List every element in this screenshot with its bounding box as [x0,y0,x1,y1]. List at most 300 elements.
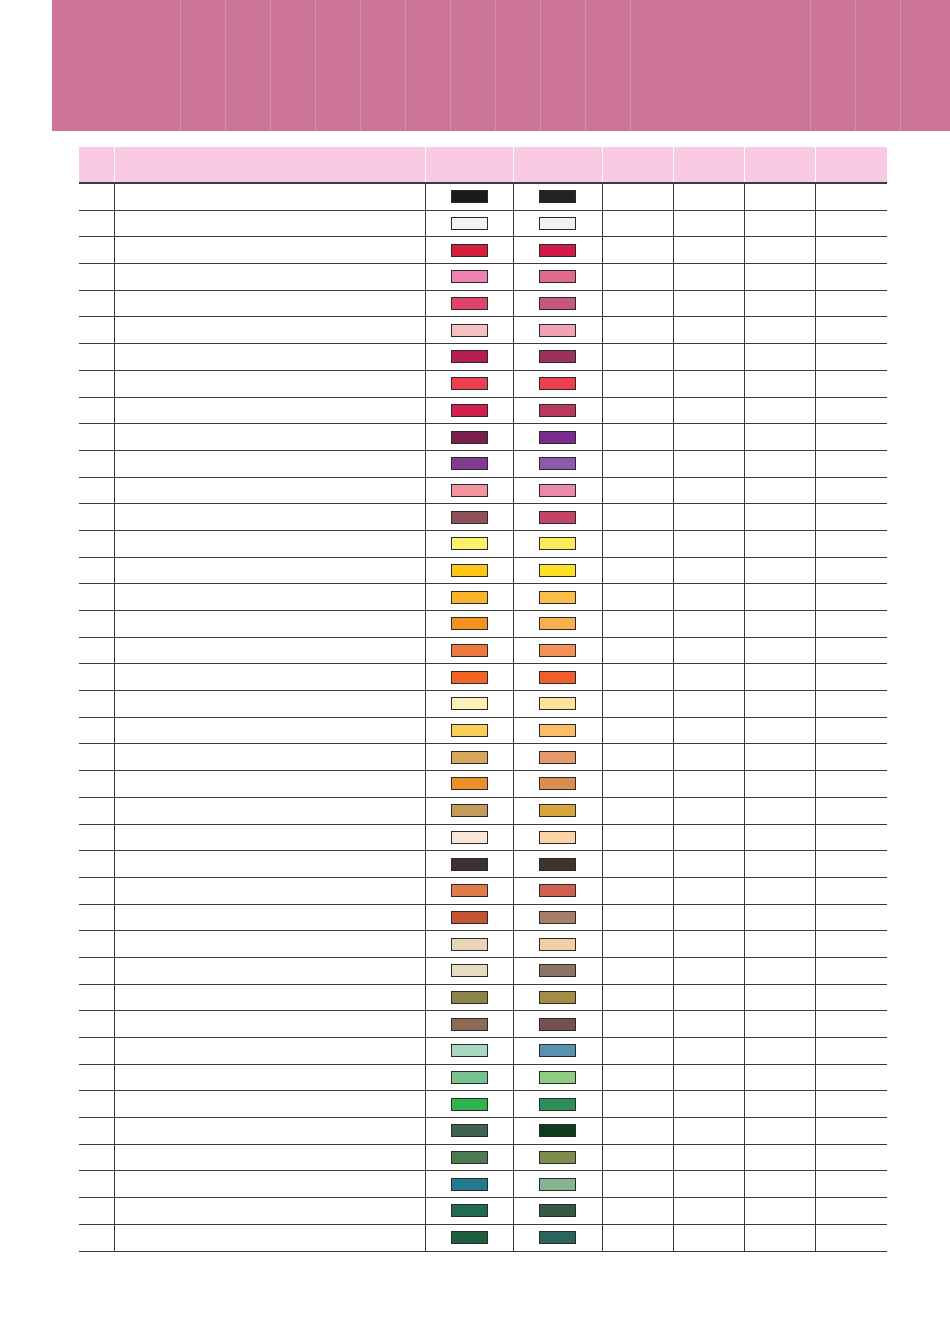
table-cell [673,237,744,264]
table-cell [602,1064,673,1091]
color-swatch [539,1178,576,1191]
swatch-cell-a [425,183,513,210]
color-swatch [451,644,488,657]
table-cell [79,851,114,878]
color-swatch [451,350,488,363]
table-cell [79,1171,114,1198]
table-cell [79,1224,114,1251]
swatch-cell-a [425,1011,513,1038]
color-swatch [539,884,576,897]
banner-divider [405,0,406,131]
banner-divider [225,0,226,131]
table-cell [673,984,744,1011]
table-cell [602,1224,673,1251]
table-cell [602,771,673,798]
table-row [79,611,887,638]
table-cell [815,210,887,237]
table-cell [114,397,425,424]
table-cell [114,317,425,344]
table-cell [673,557,744,584]
table-row [79,504,887,531]
table-cell [602,664,673,691]
table-cell [79,664,114,691]
swatch-cell-b [513,1038,602,1065]
swatch-cell-b [513,851,602,878]
table-cell [744,397,815,424]
table-cell [815,611,887,638]
color-swatch [539,777,576,790]
table-cell [673,637,744,664]
table-cell [815,984,887,1011]
table-cell [602,744,673,771]
banner-divider [810,0,811,131]
color-swatch [539,724,576,737]
color-swatch [451,484,488,497]
swatch-cell-b [513,771,602,798]
color-swatch [451,190,488,203]
color-swatch [539,511,576,524]
column-header [513,147,602,183]
table-row [79,1038,887,1065]
table-cell [815,183,887,210]
table-cell [114,1224,425,1251]
table-cell [815,264,887,291]
table-body [79,183,887,1251]
table-cell [602,557,673,584]
table-cell [79,691,114,718]
table-cell [114,824,425,851]
table-cell [673,1144,744,1171]
table-row [79,957,887,984]
table-row [79,1064,887,1091]
color-swatch [539,671,576,684]
table-cell [744,183,815,210]
table-cell [114,530,425,557]
column-header [79,147,114,183]
swatch-cell-b [513,504,602,531]
banner-divider [360,0,361,131]
table-cell [744,1224,815,1251]
color-swatch [539,324,576,337]
table-row [79,264,887,291]
swatch-cell-a [425,744,513,771]
table-cell [744,984,815,1011]
swatch-cell-b [513,1064,602,1091]
color-swatch [539,217,576,230]
table-cell [673,584,744,611]
swatch-cell-a [425,664,513,691]
table-cell [815,637,887,664]
color-swatch [451,324,488,337]
table-row [79,904,887,931]
color-swatch [451,911,488,924]
color-swatch [539,1204,576,1217]
banner-divider [270,0,271,131]
table-cell [673,1198,744,1225]
table-cell [114,237,425,264]
column-header [744,147,815,183]
color-swatch [451,938,488,951]
color-swatch [539,484,576,497]
table-cell [744,851,815,878]
table-cell [673,397,744,424]
swatch-cell-a [425,237,513,264]
table-cell [815,744,887,771]
color-swatch [451,697,488,710]
table-cell [673,317,744,344]
table-cell [602,904,673,931]
color-swatch [451,804,488,817]
swatch-cell-b [513,824,602,851]
table-cell [602,611,673,638]
banner-divider [450,0,451,131]
swatch-cell-a [425,904,513,931]
table-cell [79,1198,114,1225]
swatch-cell-b [513,637,602,664]
color-swatch [451,1231,488,1244]
color-swatch [539,991,576,1004]
table-row [79,557,887,584]
table-cell [744,477,815,504]
banner-divider [315,0,316,131]
swatch-cell-b [513,397,602,424]
color-swatch [539,911,576,924]
table-row [79,584,887,611]
table-cell [815,397,887,424]
color-swatch [451,564,488,577]
color-swatch [539,751,576,764]
column-header [815,147,887,183]
color-swatch [539,1231,576,1244]
table-cell [602,1144,673,1171]
table-cell [79,183,114,210]
table-row [79,290,887,317]
table-cell [815,877,887,904]
table-row [79,717,887,744]
table-cell [602,290,673,317]
table-row [79,931,887,958]
table-row [79,317,887,344]
color-swatch [451,724,488,737]
banner-divider [495,0,496,131]
swatch-cell-b [513,1118,602,1145]
swatch-cell-b [513,424,602,451]
swatch-cell-a [425,557,513,584]
table-cell [79,264,114,291]
table-row [79,210,887,237]
table-cell [673,264,744,291]
table-cell [744,1038,815,1065]
table-cell [815,344,887,371]
swatch-cell-a [425,584,513,611]
table-cell [673,1091,744,1118]
table-cell [79,931,114,958]
table-row [79,397,887,424]
banner-divider [180,0,181,131]
color-swatch [539,697,576,710]
table-row [79,1144,887,1171]
table-cell [673,691,744,718]
table-cell [673,424,744,451]
color-swatch [539,244,576,257]
table-cell [815,530,887,557]
table-cell [673,771,744,798]
table-cell [79,744,114,771]
table-cell [79,290,114,317]
table-cell [815,771,887,798]
table-cell [114,931,425,958]
table-cell [673,210,744,237]
table-cell [744,957,815,984]
table-cell [602,450,673,477]
table-cell [673,824,744,851]
column-header [602,147,673,183]
color-swatch [451,1044,488,1057]
table-cell [744,744,815,771]
color-swatch [539,831,576,844]
table-cell [815,904,887,931]
table-cell [815,797,887,824]
table-row [79,984,887,1011]
table-cell [79,717,114,744]
table-cell [673,851,744,878]
color-swatch [451,1178,488,1191]
table-cell [673,1118,744,1145]
table-cell [815,450,887,477]
banner-divider [585,0,586,131]
table-cell [815,691,887,718]
table-cell [602,1198,673,1225]
table-cell [673,797,744,824]
swatch-cell-b [513,904,602,931]
table-cell [815,1118,887,1145]
table-cell [815,1038,887,1065]
table-cell [815,1091,887,1118]
color-swatch [539,431,576,444]
swatch-cell-b [513,1198,602,1225]
color-swatch [539,591,576,604]
table-cell [114,183,425,210]
table-cell [114,477,425,504]
table-cell [114,1118,425,1145]
color-swatch [539,1151,576,1164]
color-swatch [539,404,576,417]
swatch-cell-a [425,1064,513,1091]
color-swatch [451,217,488,230]
banner-divider [900,0,901,131]
table-cell [815,824,887,851]
table-cell [815,584,887,611]
table-cell [815,957,887,984]
table-cell [744,717,815,744]
table-cell [815,1064,887,1091]
table-cell [79,450,114,477]
swatch-cell-b [513,611,602,638]
table-row [79,851,887,878]
table-row [79,664,887,691]
table-cell [673,504,744,531]
table-cell [114,344,425,371]
table-cell [114,264,425,291]
table-cell [114,1091,425,1118]
color-swatch [539,1044,576,1057]
table-cell [114,1144,425,1171]
table-cell [602,957,673,984]
swatch-cell-a [425,957,513,984]
color-swatch [451,244,488,257]
color-swatch [451,404,488,417]
swatch-cell-a [425,504,513,531]
table-row [79,1011,887,1038]
swatch-cell-b [513,691,602,718]
table-cell [815,424,887,451]
color-swatch [451,1151,488,1164]
table-row [79,477,887,504]
swatch-cell-a [425,317,513,344]
table-cell [602,797,673,824]
table-cell [744,611,815,638]
table-cell [79,957,114,984]
color-swatch [539,564,576,577]
header-row [79,147,887,183]
swatch-cell-a [425,424,513,451]
color-swatch [451,1124,488,1137]
table-cell [673,477,744,504]
table-cell [602,183,673,210]
table-cell [744,1064,815,1091]
swatch-cell-b [513,264,602,291]
table-row [79,1171,887,1198]
table-cell [815,1224,887,1251]
table-cell [744,824,815,851]
swatch-cell-a [425,1118,513,1145]
color-swatch [539,537,576,550]
table-cell [79,370,114,397]
table-cell [114,957,425,984]
table-cell [79,1144,114,1171]
color-swatch [451,591,488,604]
thread-color-chart [79,147,887,1252]
table-cell [744,557,815,584]
table-cell [79,397,114,424]
color-swatch [451,1018,488,1031]
color-swatch [539,457,576,470]
table-cell [744,1091,815,1118]
color-swatch [451,858,488,871]
color-swatch [451,831,488,844]
table-cell [602,344,673,371]
swatch-cell-a [425,1171,513,1198]
swatch-cell-a [425,1198,513,1225]
color-swatch [539,938,576,951]
swatch-cell-b [513,530,602,557]
swatch-cell-a [425,530,513,557]
color-swatch [539,858,576,871]
table-cell [79,584,114,611]
swatch-cell-b [513,1171,602,1198]
swatch-cell-b [513,984,602,1011]
swatch-cell-a [425,210,513,237]
color-swatch [539,1098,576,1111]
table-cell [79,771,114,798]
swatch-cell-a [425,877,513,904]
table-cell [79,557,114,584]
table-cell [602,477,673,504]
banner-divider [630,0,631,131]
table-row [79,530,887,557]
table-cell [602,637,673,664]
color-swatch [451,297,488,310]
table-cell [744,1171,815,1198]
table-cell [602,504,673,531]
table-cell [79,210,114,237]
table-cell [673,877,744,904]
table-cell [114,504,425,531]
swatch-cell-a [425,344,513,371]
table-cell [114,664,425,691]
table-cell [744,530,815,557]
color-swatch [539,190,576,203]
table-cell [673,611,744,638]
table-cell [114,370,425,397]
swatch-cell-b [513,877,602,904]
table-row [79,183,887,210]
table-row [79,344,887,371]
color-swatch [451,991,488,1004]
table-cell [815,237,887,264]
table-cell [673,1224,744,1251]
table-cell [114,611,425,638]
swatch-cell-b [513,557,602,584]
table-row [79,424,887,451]
table-cell [79,1064,114,1091]
table-cell [673,1064,744,1091]
table-cell [815,1011,887,1038]
table-cell [673,344,744,371]
table-cell [744,370,815,397]
column-header [673,147,744,183]
table-cell [815,370,887,397]
swatch-cell-b [513,717,602,744]
swatch-cell-a [425,851,513,878]
table-cell [114,877,425,904]
table-cell [79,797,114,824]
table-cell [114,984,425,1011]
table-cell [79,237,114,264]
table-row [79,771,887,798]
table-cell [79,530,114,557]
table-cell [79,477,114,504]
table-cell [114,797,425,824]
color-swatch [539,644,576,657]
table-cell [114,290,425,317]
color-swatch [539,270,576,283]
table-cell [79,504,114,531]
table-cell [79,904,114,931]
color-swatch [539,297,576,310]
table-cell [744,237,815,264]
table-cell [602,1171,673,1198]
table-cell [602,717,673,744]
table-cell [114,1064,425,1091]
table-cell [114,424,425,451]
banner-divider [855,0,856,131]
table-row [79,824,887,851]
color-swatch [539,350,576,363]
swatch-cell-a [425,450,513,477]
table-row [79,744,887,771]
swatch-cell-b [513,1011,602,1038]
